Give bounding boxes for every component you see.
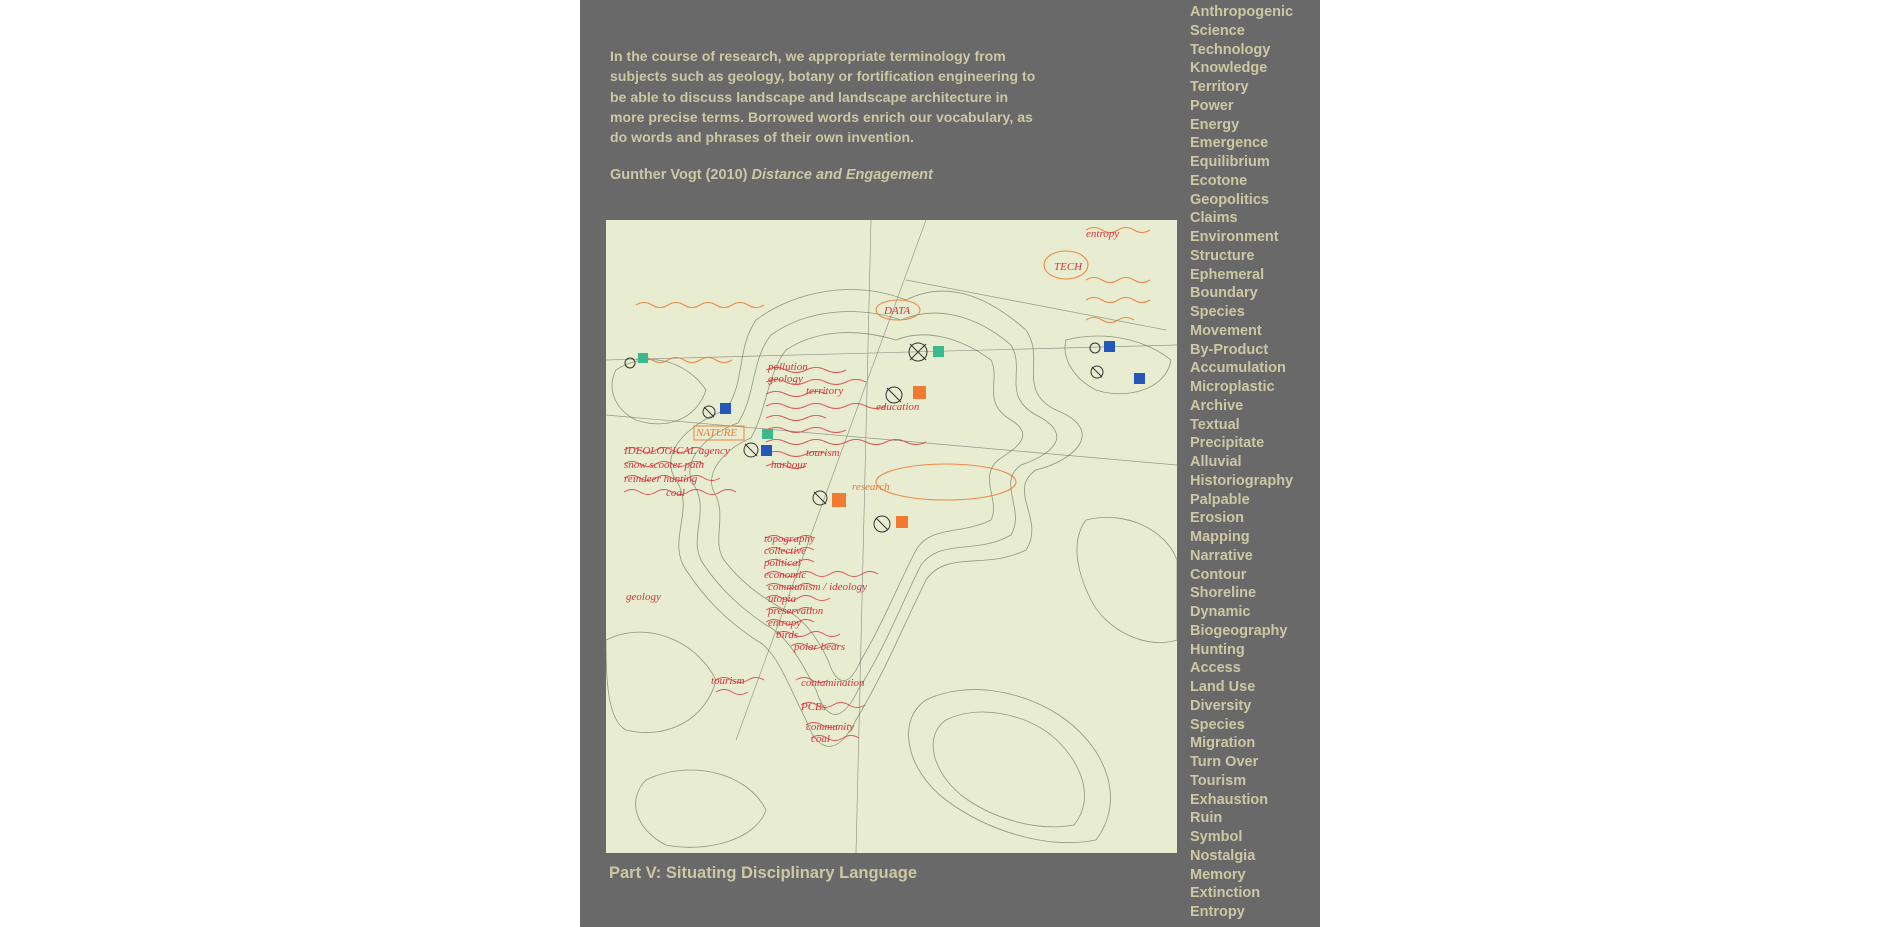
term-item: Memory — [1190, 866, 1246, 883]
term-item: Ruin — [1190, 810, 1223, 827]
term-item: Land Use — [1190, 679, 1256, 695]
map-annotation: research — [852, 481, 890, 493]
term-item: Knowledge — [1190, 60, 1268, 77]
term-item: Tourism — [1190, 772, 1247, 789]
map-annotation: coal — [666, 487, 685, 499]
term-item: Alluvial — [1190, 454, 1242, 470]
term-item: Precipitate — [1190, 435, 1265, 452]
quote-text: In the course of research, we appropriate terminology from subjects such as geology, botany or fortification engineering to be able to discuss landscape and landscape architecture in more precise terms. Borrowed words enrich our vocabulary, as do words and phrases of their own invention. — [610, 48, 1036, 146]
map-annotation: entropy — [768, 617, 802, 629]
map-annotation: education — [876, 401, 920, 413]
term-item: By-Product — [1190, 341, 1269, 358]
term-item: Contour — [1190, 566, 1247, 583]
term-item: Claims — [1190, 210, 1238, 227]
map-annotation: geology — [768, 373, 803, 385]
term-item: Access — [1190, 660, 1241, 677]
term-item: Narrative — [1190, 547, 1253, 564]
section-caption: Part V: Situating Disciplinary Language — [609, 864, 918, 882]
map-annotation: geology — [626, 591, 661, 603]
term-item: Hunting — [1190, 641, 1245, 658]
map-annotation: PCBs — [801, 701, 827, 713]
term-item: Palpable — [1190, 491, 1250, 508]
term-item: Mapping — [1190, 529, 1250, 545]
term-item: Power — [1190, 97, 1234, 114]
term-item: Shoreline — [1190, 585, 1257, 602]
map-annotation: communism / ideology — [768, 581, 867, 593]
map-annotation: DATA — [884, 305, 911, 317]
map-annotation: tourism — [806, 447, 840, 459]
map-annotation: coal — [811, 733, 830, 745]
content-panel — [580, 0, 1320, 927]
map-annotation: collective — [764, 545, 807, 557]
term-item: Ephemeral — [1190, 266, 1265, 283]
term-item: Biogeography — [1190, 622, 1288, 639]
term-item: Symbol — [1190, 829, 1243, 845]
map-annotation: TECH — [1054, 261, 1083, 273]
map-annotation: economic — [764, 569, 807, 581]
annotated-map-image — [606, 220, 1177, 853]
term-item: Equilibrium — [1190, 154, 1270, 170]
term-item: Movement — [1190, 322, 1262, 339]
term-item: Diversity — [1190, 697, 1252, 714]
term-item: Entropy — [1190, 904, 1245, 920]
intro-quote — [610, 46, 1040, 147]
citation-author: Gunther Vogt — [610, 167, 702, 183]
quote-citation — [610, 167, 1050, 183]
term-item: Exhaustion — [1190, 791, 1269, 808]
term-item: Textual — [1190, 416, 1240, 433]
map-drawing — [606, 220, 1177, 853]
term-item: Turn Over — [1190, 754, 1259, 770]
term-item: Boundary — [1190, 285, 1258, 302]
map-annotation: topography — [764, 533, 815, 545]
term-item: Nostalgia — [1190, 847, 1256, 864]
term-item: Erosion — [1190, 510, 1244, 527]
term-item: Territory — [1190, 79, 1249, 95]
term-item: Environment — [1190, 229, 1279, 245]
map-annotation: polar bears — [794, 641, 846, 653]
term-item: Historiography — [1190, 472, 1294, 489]
map-annotation: political — [764, 557, 801, 569]
term-item: Accumulation — [1190, 360, 1286, 377]
term-item: Energy — [1190, 116, 1240, 133]
term-item: Migration — [1190, 735, 1256, 752]
term-item: Dynamic — [1190, 604, 1251, 620]
term-item: Species — [1190, 716, 1245, 733]
citation-title: Distance and Engagement — [751, 167, 933, 183]
map-annotation: preservation — [768, 605, 824, 617]
term-item: Microplastic — [1190, 379, 1275, 395]
term-item: Science — [1190, 22, 1245, 39]
term-item: Geopolitics — [1190, 191, 1269, 208]
map-annotation: IDEOLOGICAL agency — [624, 445, 730, 457]
term-item: Species — [1190, 304, 1245, 320]
term-item: Ecotone — [1190, 172, 1248, 189]
map-annotation: snow scooter path — [624, 459, 705, 471]
map-annotation: NATURE — [696, 427, 738, 439]
map-annotation: tourism — [711, 675, 745, 687]
term-item: Structure — [1190, 247, 1255, 264]
map-annotation: entropy — [1086, 228, 1120, 240]
map-annotation: harbour — [771, 459, 808, 471]
map-annotation: community — [806, 721, 855, 733]
term-list — [1190, 3, 1320, 922]
term-item: Emergence — [1190, 135, 1269, 152]
map-annotation: birds — [776, 629, 799, 641]
term-item: Anthropogenic — [1190, 4, 1294, 20]
term-item: Extinction — [1190, 885, 1261, 902]
map-annotation: reindeer hunting — [624, 473, 698, 485]
term-item: Technology — [1190, 41, 1271, 58]
citation-year: (2010) — [705, 167, 748, 183]
map-annotation: pollution — [768, 361, 808, 373]
map-annotation: territory — [806, 385, 844, 397]
map-annotation: utopia — [768, 593, 797, 605]
term-item: Archive — [1190, 397, 1244, 414]
map-annotation: contamination — [801, 677, 865, 689]
